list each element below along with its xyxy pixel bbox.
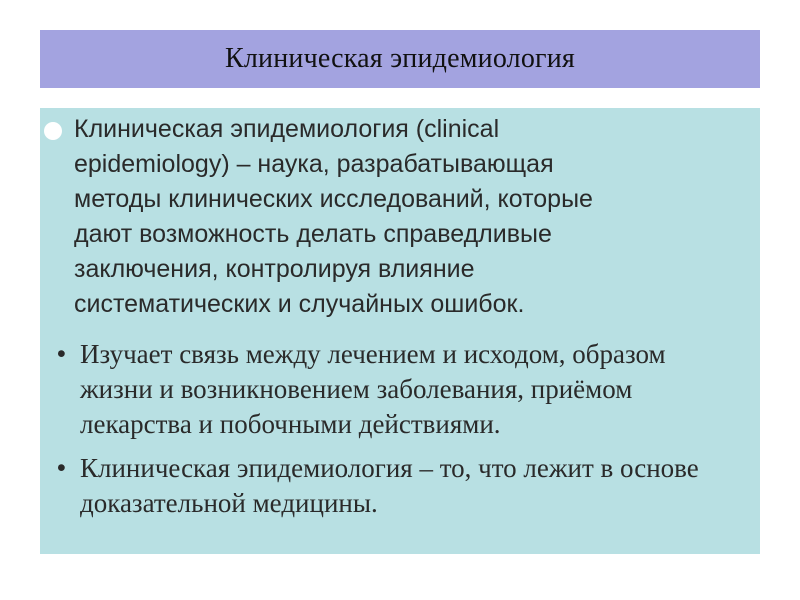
title-bar (40, 30, 760, 88)
bullet-text: Изучает связь между лечением и исходом, образом жизни и возникновением заболевания, приёмом лекарства и побочными действиями. (80, 339, 666, 439)
slide-title: Клиническая эпидемиология (224, 43, 576, 74)
bullet-item-definition (74, 112, 634, 322)
dot-bullet-icon: • (57, 340, 66, 368)
dot-bullet-icon: • (57, 454, 66, 482)
bullet-text: Клиническая эпидемиология (clinical epidemiology) – наука, разрабатывающая методы клинических исследований, которые дают возможность делать справедливые заключения, контролируя влияние систематических и случайных ошибок. (74, 115, 593, 318)
bullet-text: Клиническая эпидемиология – то, что лежит в основе доказательной медицины. (80, 453, 699, 518)
bullet-item-relations (57, 337, 740, 442)
bullet-item-evidence (57, 451, 740, 521)
content-box (40, 108, 760, 554)
circle-bullet-icon (44, 122, 62, 140)
